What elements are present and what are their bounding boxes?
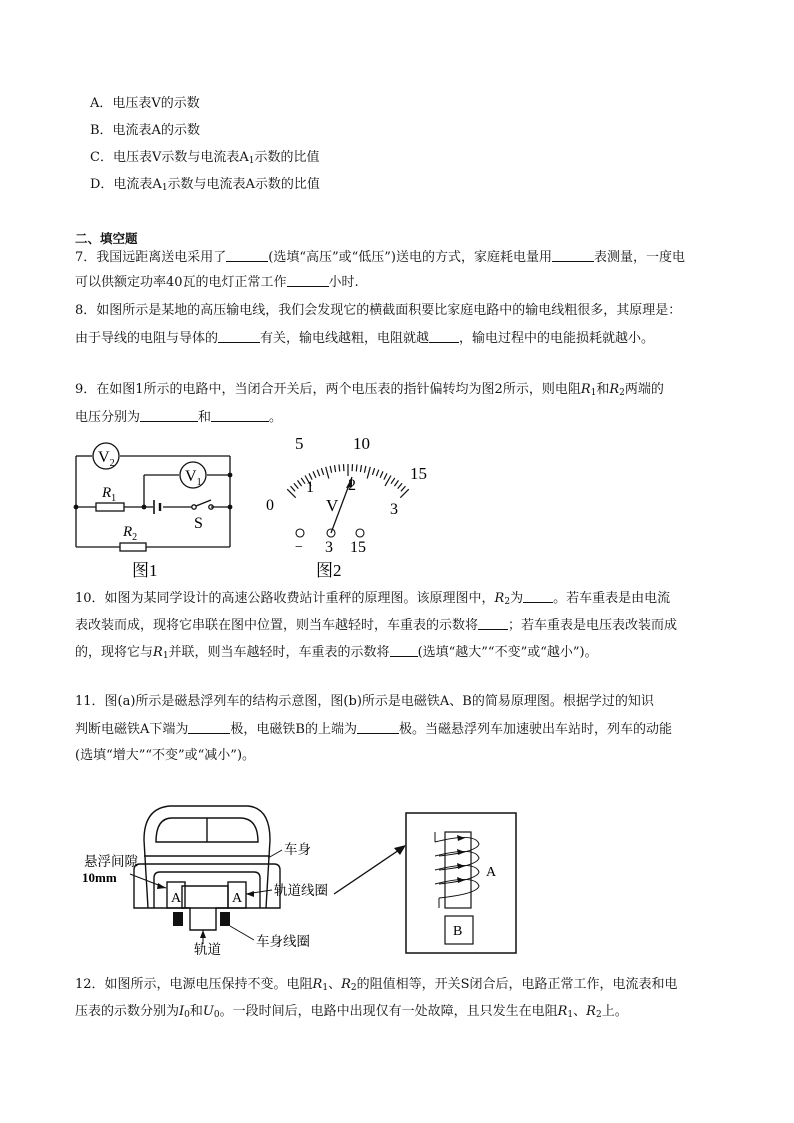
dial-tick <box>298 480 302 486</box>
q11-blank2[interactable] <box>357 721 399 734</box>
fig1-v2-label: $V_2$ <box>98 449 115 469</box>
maglev-b-label-a: A <box>486 865 497 880</box>
dial-tick <box>367 467 370 479</box>
q7-blank2[interactable] <box>552 249 594 262</box>
q8-line1: 8．如图所示是某地的高压输电线，我们会发现它的横截面积要比家庭电路中的输电线粗很多，其原理是： <box>75 303 682 318</box>
fig2-terminal-neg: − <box>295 540 303 555</box>
q9-line1: 9．在如图1所示的电路中，当闭合开关后，两个电压表的指针偏转均为图2所示，则电阻$R_1$和$R_2$两端的 <box>75 382 664 398</box>
dial-tick <box>394 480 398 486</box>
dial-tick <box>372 468 374 475</box>
q7-line1: 7．我国远距离送电采用了 (选填“高压”或“低压”)送电的方式，家庭耗电量用 表测量，一度电 <box>75 250 686 265</box>
q12-line2: 压表的示数分别为$I_0$和$U_0$。一段时间后，电路中出现仅有一处故障，且只发生在电阻$R_1$、$R_2$上。 <box>75 1004 628 1020</box>
q10-line3: 的，现将它与$R_1$并联，则当车越轻时，车重表的示数将 (选填“越大”“不变”或“越小”)。 <box>75 645 598 661</box>
fig2-label-5: 5 <box>295 434 304 453</box>
maglev-a-left: A <box>171 891 182 906</box>
fig1-r2-label: $R_2$ <box>123 524 138 543</box>
maglev-b-label-b: B <box>453 924 463 939</box>
dial-tick <box>360 465 361 472</box>
q8-line2: 由于导线的电阻与导体的 有关，输电线越粗，电阻就越 ，输电过程中的电能损耗就越小。 <box>75 331 655 346</box>
dial-tick <box>385 476 391 486</box>
q8-blank1[interactable] <box>218 330 260 343</box>
maglev-a-right: A <box>232 891 243 906</box>
maglev-track-coil-label: 轨道线圈 <box>274 883 328 898</box>
q9-blank1[interactable] <box>140 409 198 422</box>
option-a: A．电压表V的示数 <box>90 96 200 111</box>
fig1-caption: 图1 <box>132 561 158 580</box>
q9-line2: 电压分别为 和 。 <box>75 410 283 425</box>
q10-blank2[interactable] <box>478 617 508 630</box>
q11-blank1[interactable] <box>188 721 230 734</box>
q10-line2: 表改装而成，现将它串联在图中位置，则当车越轻时，车重表的示数将 ；若车重表是电压表改装而成 <box>75 618 678 633</box>
fig2-inner-1: 1 <box>306 479 314 496</box>
dial-tick <box>321 468 323 475</box>
dial-tick <box>380 471 383 477</box>
dial-tick <box>339 465 340 472</box>
maglev-gap-label: 悬浮间隙 <box>84 854 138 869</box>
fig2-terminal-15: 15 <box>350 539 366 556</box>
fig1-v1-label: $V_1$ <box>185 468 202 488</box>
figure-maglev-a <box>70 800 350 962</box>
q10-line1: 10．如图为某同学设计的高速公路收费站计重秤的原理图。该原理图中，$R_2$为 。若车重表是由电流 <box>75 591 671 607</box>
dial-tick <box>317 470 320 477</box>
dial-tick <box>330 466 332 473</box>
q10-blank1[interactable] <box>523 590 553 603</box>
fig1-r1-label: $R_1$ <box>102 485 117 504</box>
option-b: B．电流表A的示数 <box>90 123 200 138</box>
q10-blank3[interactable] <box>390 644 418 657</box>
fig2-label-10: 10 <box>353 434 370 453</box>
q12-line1: 12．如图所示，电源电压保持不变。电阻$R_1$、$R_2$的阻值相等，开关S闭合后，电路正常工作，电流表和电 <box>75 977 678 993</box>
q11-line3: (选填“增大”“不变”或“减小”)。 <box>75 748 256 763</box>
q11-line2: 判断电磁铁A下端为 极，电磁铁B的上端为 极。当磁悬浮列车加速驶出车站时，列车的动能 <box>75 722 672 737</box>
q11-line1: 11．图(a)所示是磁悬浮列车的结构示意图，图(b)所示是电磁铁A、B的简易原理图。根据学过的知识 <box>75 694 654 709</box>
fig2-inner-3: 3 <box>390 501 398 518</box>
q9-blank2[interactable] <box>211 409 269 422</box>
dial-tick <box>291 486 296 491</box>
option-d: D．电流表$A_1$示数与电流表A示数的比值 <box>90 177 320 193</box>
maglev-body-label: 车身 <box>284 842 311 857</box>
figure1-circuit <box>68 436 238 582</box>
dial-tick <box>294 483 298 488</box>
fig2-label-15: 15 <box>410 464 427 483</box>
dial-tick <box>313 471 316 477</box>
maglev-pointer-arrow <box>330 840 410 900</box>
dial-tick <box>401 486 406 491</box>
fig2-unit: V <box>326 496 339 515</box>
dial-tick <box>335 465 336 472</box>
fig2-terminal-3: 3 <box>325 539 333 556</box>
maglev-track-label: 轨道 <box>194 942 221 957</box>
dial-tick <box>391 478 395 484</box>
q8-blank2[interactable] <box>429 330 459 343</box>
fig2-inner-2: 2 <box>348 477 356 494</box>
dial-tick <box>326 467 329 479</box>
dial-tick <box>384 473 387 479</box>
q7-blank3[interactable] <box>287 274 329 287</box>
fig1-switch-label: S <box>194 515 203 532</box>
dial-tick <box>356 465 357 472</box>
fig2-outer-zero: 0 <box>266 497 274 514</box>
dial-tick <box>376 470 379 477</box>
maglev-gap-value: 10mm <box>82 870 117 885</box>
option-c: C．电压表V示数与电流表$A_1$示数的比值 <box>90 150 320 166</box>
maglev-body-coil-label: 车身线圈 <box>256 934 310 949</box>
fig2-caption: 图2 <box>316 561 342 580</box>
figure2-voltmeter <box>248 430 448 582</box>
q7-blank1[interactable] <box>226 249 268 262</box>
dial-tick <box>301 478 305 484</box>
dial-tick <box>398 483 402 488</box>
figure-maglev-b <box>405 812 517 956</box>
section-title: 二、填空题 <box>75 231 138 246</box>
dial-tick <box>364 466 366 473</box>
q7-line2: 可以供额定功率40瓦的电灯正常工作 小时. <box>75 275 359 290</box>
